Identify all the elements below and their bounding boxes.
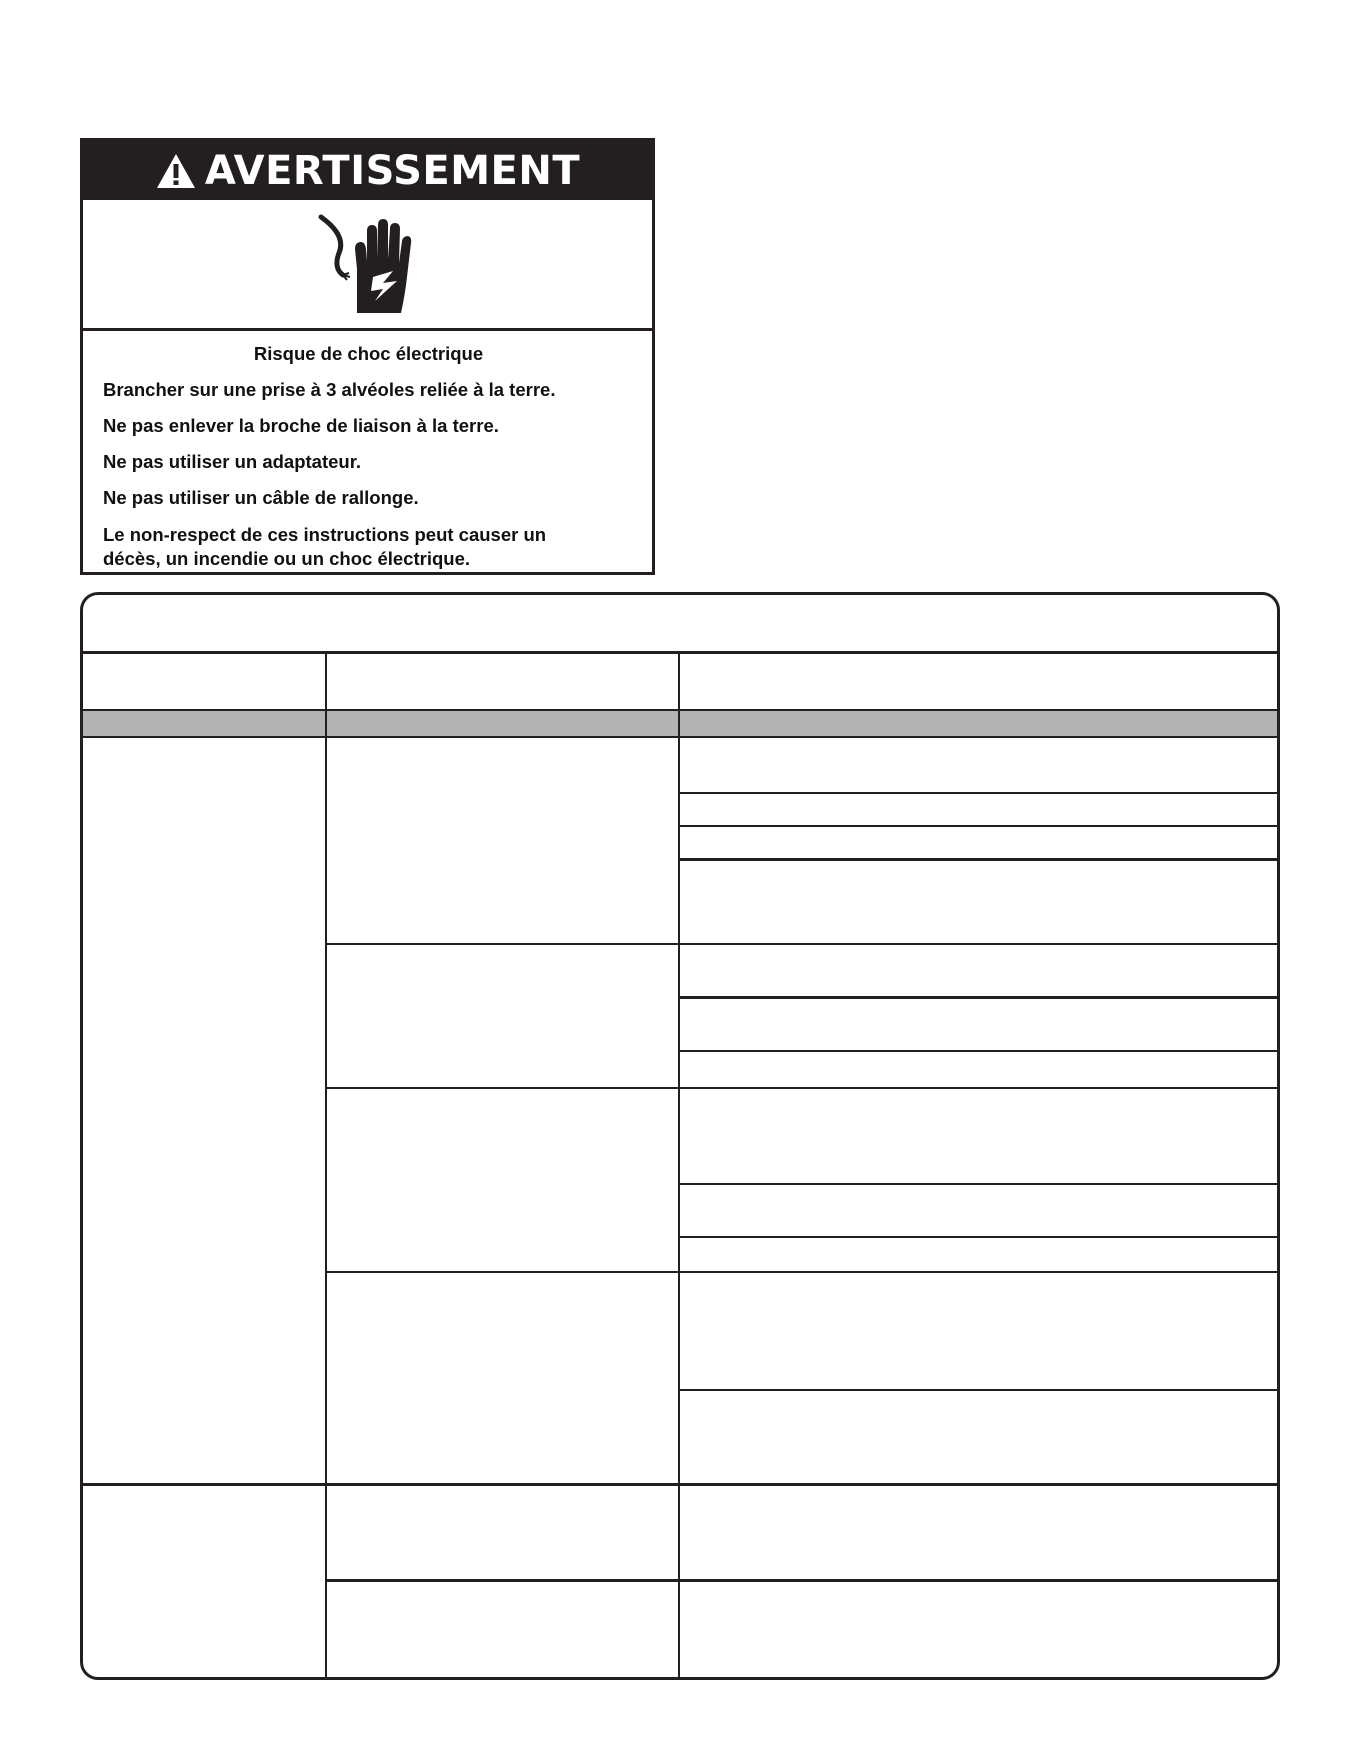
row-divider: [678, 1389, 1280, 1391]
warning-line: Ne pas utiliser un adaptateur.: [103, 451, 362, 472]
row-divider: [678, 1236, 1280, 1238]
row-divider: [325, 943, 1280, 945]
warning-header-text: AVERTISSEMENT: [204, 147, 581, 194]
row-divider: [325, 1271, 1280, 1273]
row-divider: [678, 792, 1280, 794]
warning-line: Le non-respect de ces instructions peut causer un décès, un incendie ou un choc électrique.: [103, 524, 547, 569]
row-divider: [325, 1087, 1280, 1089]
row-divider: [678, 825, 1280, 827]
electric-shock-hand-icon: [313, 209, 423, 319]
warning-line: Brancher sur une prise à 3 alvéoles reliée à la terre.: [103, 379, 556, 400]
row-divider: [83, 1483, 1277, 1486]
warning-pictogram: [83, 200, 652, 331]
row-divider: [678, 1183, 1280, 1185]
column-divider-2: [678, 651, 680, 1680]
row-divider: [678, 1050, 1280, 1052]
row-divider: [325, 1579, 1280, 1582]
section-band: [83, 709, 1277, 738]
column-divider-1: [325, 651, 327, 1680]
warning-header: [83, 141, 652, 200]
row-divider: [678, 996, 1280, 999]
warning-body: [83, 331, 652, 571]
title-row-divider: [83, 651, 1277, 654]
warning-box: [80, 138, 655, 575]
warning-line: Ne pas enlever la broche de liaison à la terre.: [103, 415, 499, 436]
troubleshooting-table: [80, 592, 1280, 1680]
warning-title: Risque de choc électrique: [253, 343, 484, 364]
row-divider: [678, 858, 1280, 861]
warning-line: Ne pas utiliser un câble de rallonge.: [103, 487, 419, 508]
warning-triangle-icon: [155, 152, 197, 190]
